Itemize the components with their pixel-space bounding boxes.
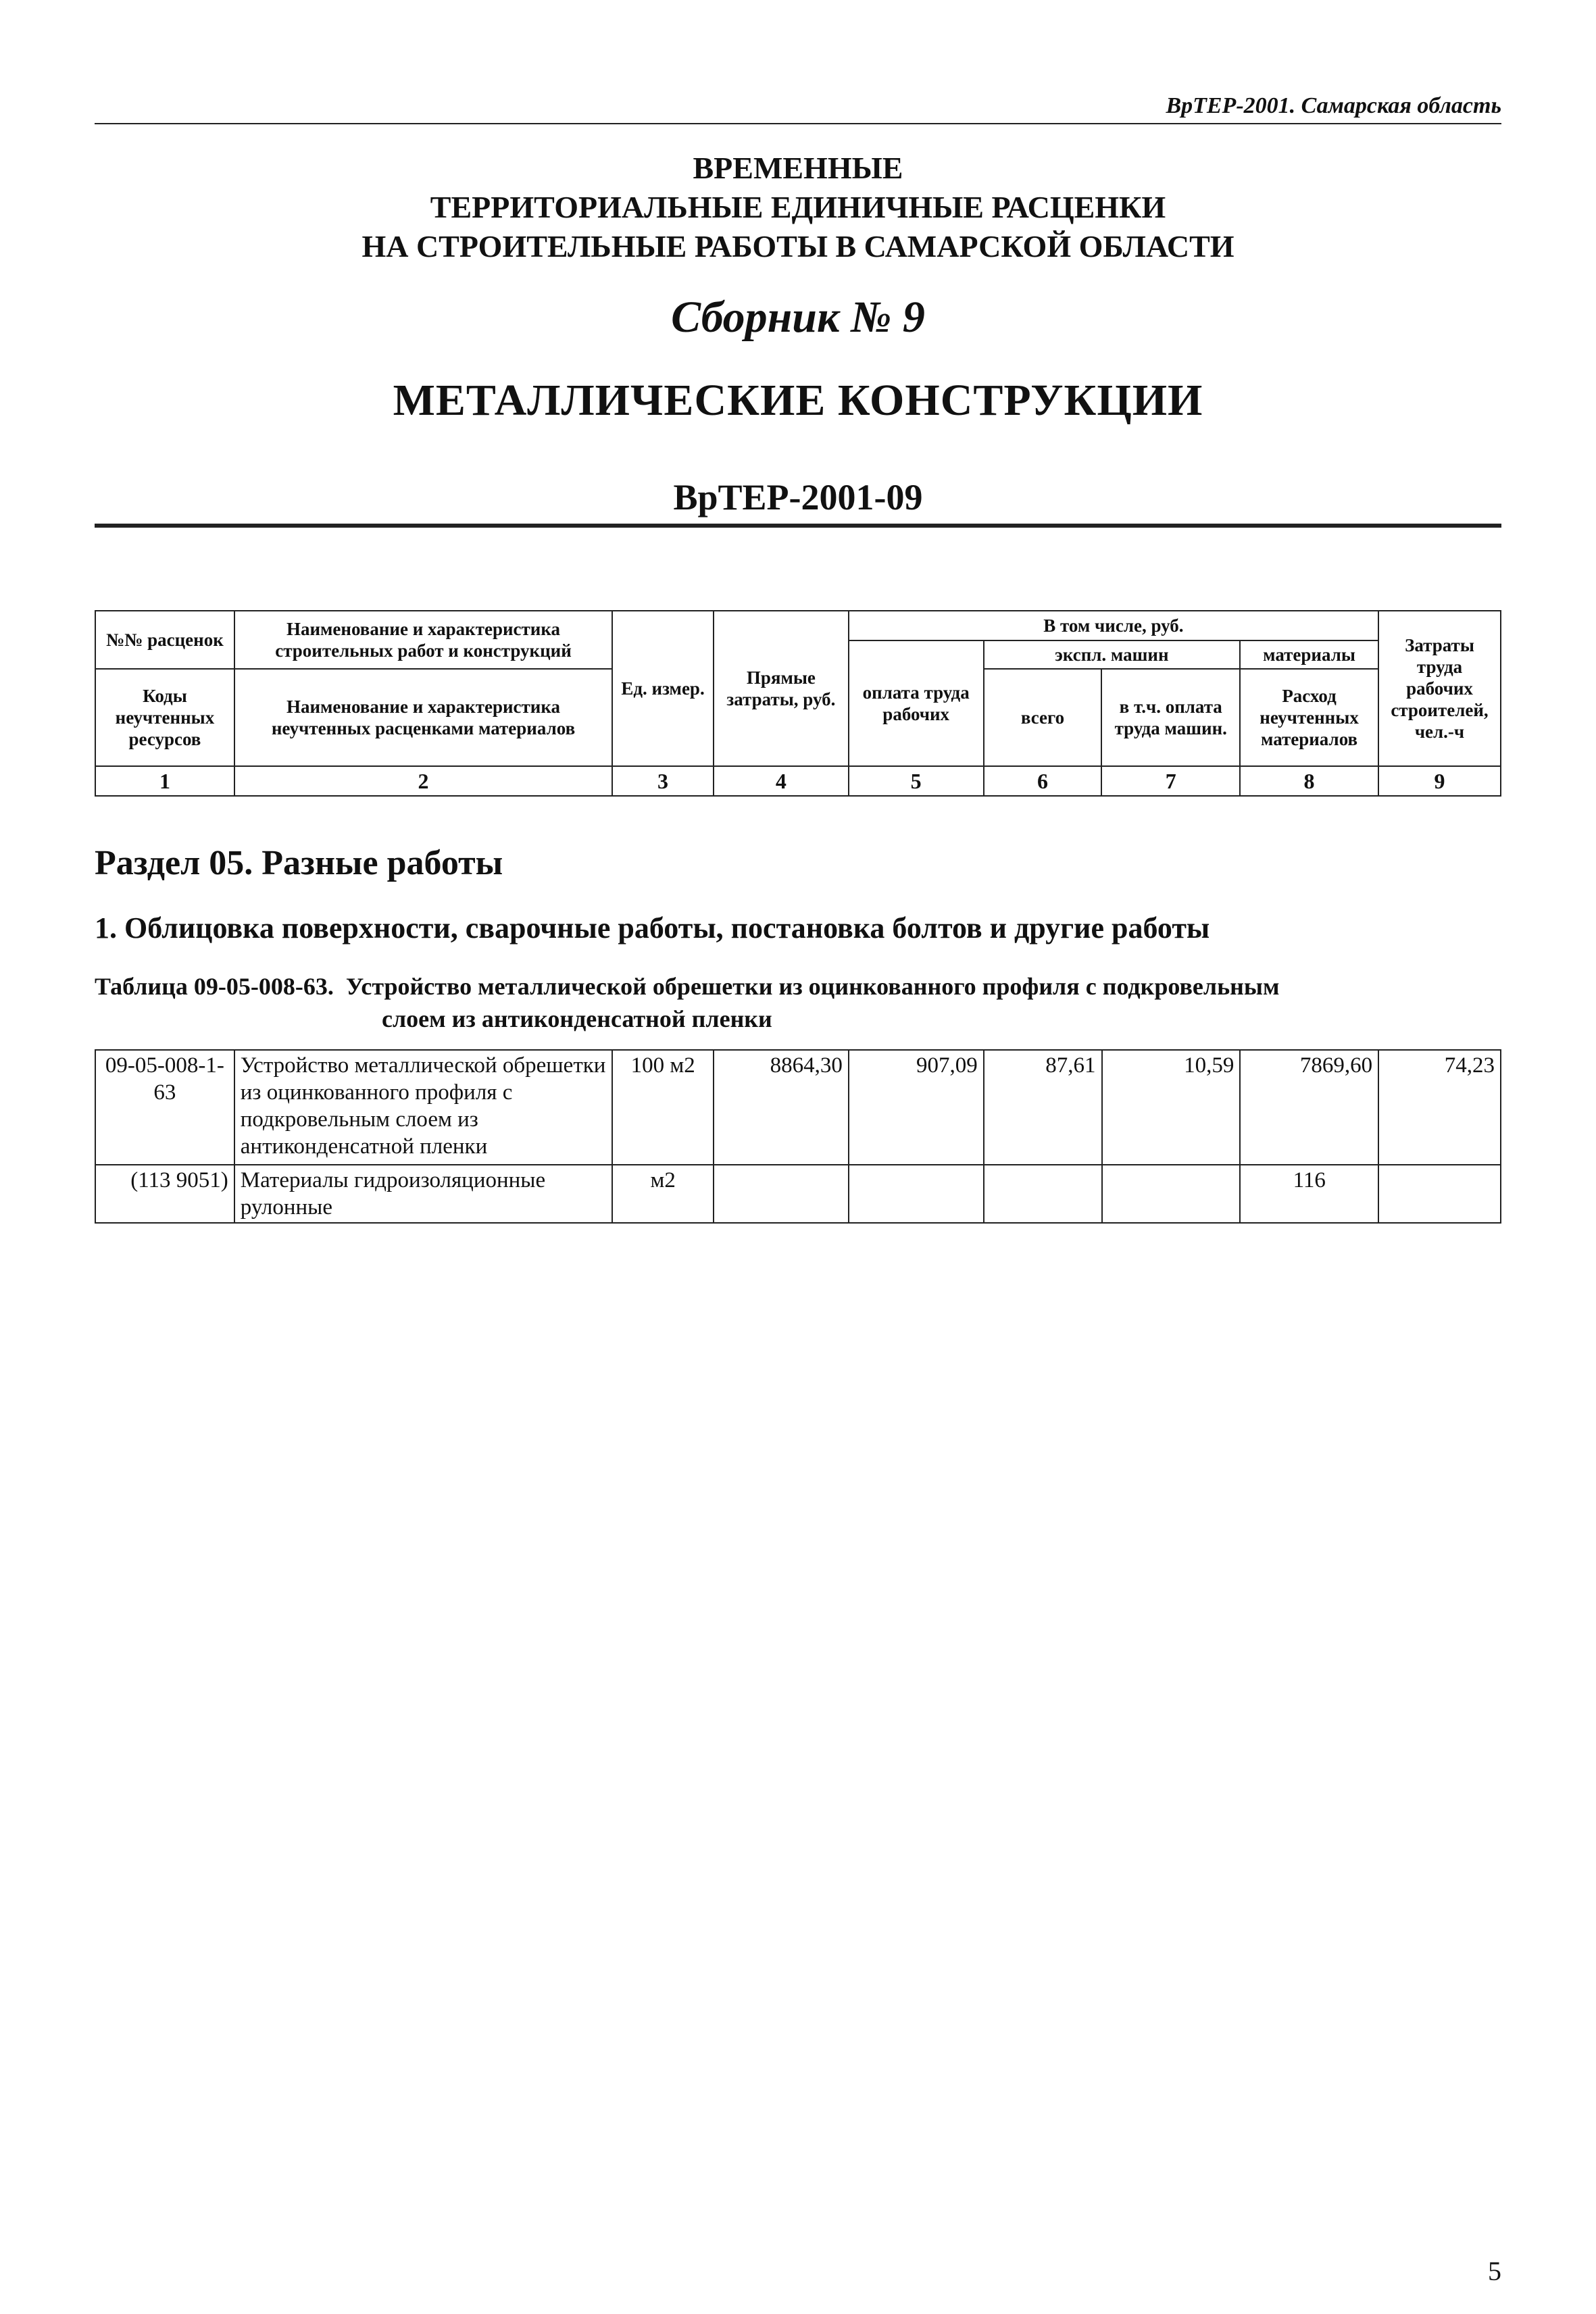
title-line: ВРЕМЕННЫЕ <box>693 151 903 185</box>
header-work-name: Наименование и характеристика строительных работ и конструкций <box>234 611 612 669</box>
rate-materials: 7869,60 <box>1240 1050 1378 1165</box>
column-number: 6 <box>984 766 1102 796</box>
rates-table <box>95 1049 1501 1224</box>
title-line: ТЕРРИТОРИАЛЬНЫЕ ЕДИНИЧНЫЕ РАСЦЕНКИ <box>430 190 1166 224</box>
document-code: ВрТЕР-2001-09 <box>673 477 923 518</box>
header-incl-group: В том числе, руб. <box>849 611 1378 640</box>
subject-title: МЕТАЛЛИЧЕСКИЕ КОНСТРУКЦИИ <box>393 376 1203 425</box>
column-number: 2 <box>234 766 612 796</box>
collection-title: Сборник № 9 <box>671 293 925 342</box>
page-number: 5 <box>1488 2256 1501 2286</box>
column-header-table <box>95 610 1501 797</box>
column-number: 8 <box>1240 766 1378 796</box>
header-direct-costs: Прямые затраты, руб. <box>714 611 849 766</box>
resource-machines-labor <box>1102 1165 1241 1223</box>
table-row <box>95 1165 1501 1223</box>
resource-materials: 116 <box>1240 1165 1378 1223</box>
column-number: 9 <box>1378 766 1501 796</box>
resource-unit: м2 <box>612 1165 714 1223</box>
column-number: 7 <box>1101 766 1240 796</box>
section-title: Раздел 05. Разные работы <box>95 844 503 882</box>
rate-machines-labor: 10,59 <box>1102 1050 1241 1165</box>
rate-code: 09-05-008-1-63 <box>95 1050 234 1165</box>
resource-direct <box>714 1165 849 1223</box>
table-row <box>95 1050 1501 1165</box>
header-materials: материалы <box>1240 640 1378 669</box>
column-number: 5 <box>849 766 984 796</box>
header-material-names: Наименование и характеристика неучтенных расценками материалов <box>234 669 612 766</box>
header-material-consumption: Расход неучтенных материалов <box>1240 669 1378 766</box>
table-caption-text-cont: слоем из антиконденсатной пленки <box>382 1005 772 1032</box>
rate-unit: 100 м2 <box>612 1050 714 1165</box>
resource-labor <box>849 1165 984 1223</box>
resource-code: (113 9051) <box>95 1165 234 1223</box>
resource-name: Материалы гидроизоляционные рулонные <box>234 1165 612 1223</box>
table-caption <box>95 970 1501 1035</box>
header-labor-pay: оплата труда рабочих <box>849 640 984 766</box>
header-unit: Ед. измер. <box>612 611 714 766</box>
header-machines: экспл. машин <box>984 640 1241 669</box>
header-machines-total: всего <box>984 669 1102 766</box>
rate-direct: 8864,30 <box>714 1050 849 1165</box>
resource-hours <box>1378 1165 1501 1223</box>
title-line: НА СТРОИТЕЛЬНЫЕ РАБОТЫ В САМАРСКОЙ ОБЛАСТИ <box>361 229 1235 263</box>
header-machine-labor: в т.ч. оплата труда машин. <box>1101 669 1240 766</box>
rate-labor: 907,09 <box>849 1050 984 1165</box>
header-rule <box>95 123 1501 124</box>
table-caption-text: Устройство металлической обрешетки из оцинкованного профиля с подкровельным <box>345 973 1280 1000</box>
header-rate-number: №№ расценок <box>95 611 234 669</box>
code-rule <box>95 524 1501 528</box>
rate-machines-total: 87,61 <box>984 1050 1102 1165</box>
column-number: 4 <box>714 766 849 796</box>
running-header: ВрТЕР-2001. Самарская область <box>1166 93 1501 118</box>
document-title <box>95 149 1501 266</box>
rate-hours: 74,23 <box>1378 1050 1501 1165</box>
resource-machines-total <box>984 1165 1102 1223</box>
header-labor-hours: Затраты труда рабочих строителей, чел.-ч <box>1378 611 1501 766</box>
column-number: 3 <box>612 766 714 796</box>
subsection-title: 1. Облицовка поверхности, сварочные работы, постановка болтов и другие работы <box>95 911 1210 945</box>
column-number: 1 <box>95 766 234 796</box>
table-caption-label: Таблица 09-05-008-63. <box>95 973 334 1000</box>
rate-name: Устройство металлической обрешетки из оцинкованного профиля с подкровельным слоем из антиконденсатной пленки <box>234 1050 612 1165</box>
header-resource-codes: Коды неучтенных ресурсов <box>95 669 234 766</box>
